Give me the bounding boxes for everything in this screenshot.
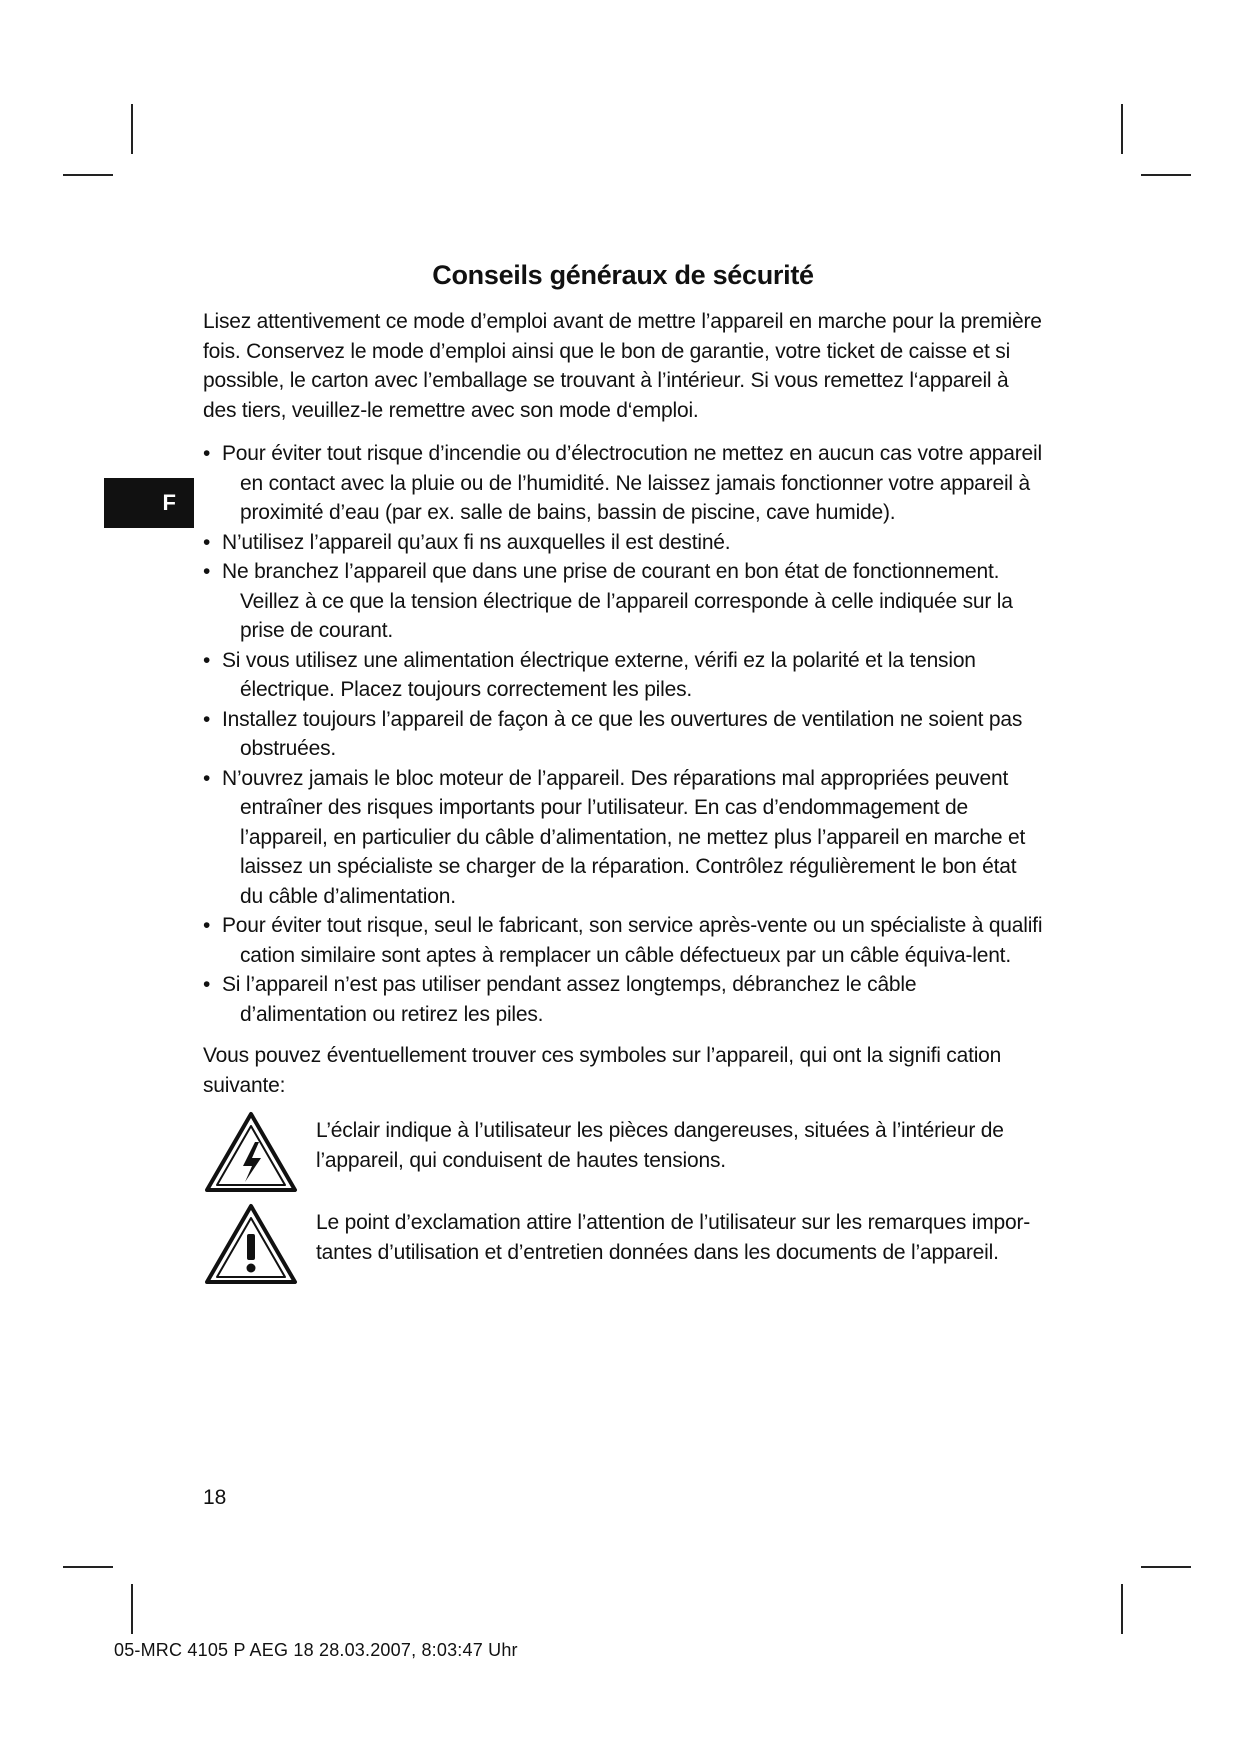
crop-mark-bottom-left-horizontal (63, 1566, 113, 1568)
crop-mark-bottom-right-horizontal (1141, 1566, 1191, 1568)
crop-mark-top-right-vertical (1121, 104, 1123, 154)
page-title: Conseils généraux de sécurité (432, 260, 814, 290)
crop-mark-top-left-horizontal (63, 174, 113, 176)
safety-section (203, 258, 1043, 1294)
bullet-item: • Ne branchez l’appareil que dans une prise de courant en bon état de fonctionnement. Veillez à ce que la tension électrique de l’appareil corresponde à celle indiquée sur la prise de courant. (203, 557, 1043, 646)
symbol-description: Le point d’exclamation attire l’attention de l’utilisateur sur les remarques impor-tantes d’utilisation et d’entretien données dans les documents de l’appareil. (316, 1211, 1031, 1264)
bullet-item: • N’utilisez l’appareil qu’aux fi ns auxquelles il est destiné. (203, 528, 1043, 558)
page-number: 18 (203, 1486, 227, 1509)
symbol-description: L’éclair indique à l’utilisateur les pièces dangereuses, situées à l’intérieur de l’appareil, qui conduisent de hautes tensions. (316, 1119, 1004, 1172)
symbols-intro: Vous pouvez éventuellement trouver ces symboles sur l’appareil, qui ont la signifi cation suivante: (203, 1044, 1002, 1097)
symbol-row-lightning (203, 1116, 1043, 1202)
language-tab: F (104, 478, 194, 528)
crop-mark-bottom-left-vertical (131, 1584, 133, 1634)
bullet-item: • Pour éviter tout risque d’incendie ou d’électrocution ne mettez en aucun cas votre appareil en contact avec la pluie ou de l’humidité. Ne laissez jamais fonctionner votre appareil à proximité d’eau (par ex. salle de bains, bassin de piscine, cave humide). (203, 439, 1043, 528)
bullet-item: • Installez toujours l’appareil de façon à ce que les ouvertures de ventilation ne soient pas obstruées. (203, 705, 1043, 764)
crop-mark-top-right-horizontal (1141, 174, 1191, 176)
print-footer: 05-MRC 4105 P AEG 18 28.03.2007, 8:03:47 Uhr (114, 1640, 518, 1660)
crop-mark-top-left-vertical (131, 104, 133, 154)
bullet-item: • N’ouvrez jamais le bloc moteur de l’appareil. Des réparations mal appropriées peuvent entraîner des risques importants pour l’utilisateur. En cas d’endommagement de l’appareil, en particulier du câble d’alimentation, ne mettez plus l’appareil en marche et laissez un spécialiste se charger de la réparation. Contrôlez régulièrement le bon état du câble d’alimentation. (203, 764, 1043, 912)
symbol-row-exclamation (203, 1208, 1043, 1294)
intro-paragraph: Lisez attentivement ce mode d’emploi avant de mettre l’appareil en marche pour la première fois. Conservez le mode d’emploi ainsi que le bon de garantie, votre ticket de caisse et si possible, le carton avec l’emballage se trouvant à l’intérieur. Si vous remettez l‘appareil à des tiers, veuillez-le remettre avec son mode d‘emploi. (203, 310, 1042, 422)
safety-bullet-list (203, 439, 1043, 1029)
crop-mark-bottom-right-vertical (1121, 1584, 1123, 1634)
lightning-warning-icon (203, 1110, 299, 1196)
bullet-item: • Pour éviter tout risque, seul le fabricant, son service après-vente ou un spécialiste à qualifi cation similaire sont aptes à remplacer un câble défectueux par un câble équiva-lent. (203, 911, 1043, 970)
bullet-item: • Si vous utilisez une alimentation électrique externe, vérifi ez la polarité et la tension électrique. Placez toujours correctement les piles. (203, 646, 1043, 705)
bullet-item: • Si l’appareil n’est pas utiliser pendant assez longtemps, débranchez le câble d’alimentation ou retirez les piles. (203, 970, 1043, 1029)
exclamation-warning-icon (203, 1202, 299, 1288)
